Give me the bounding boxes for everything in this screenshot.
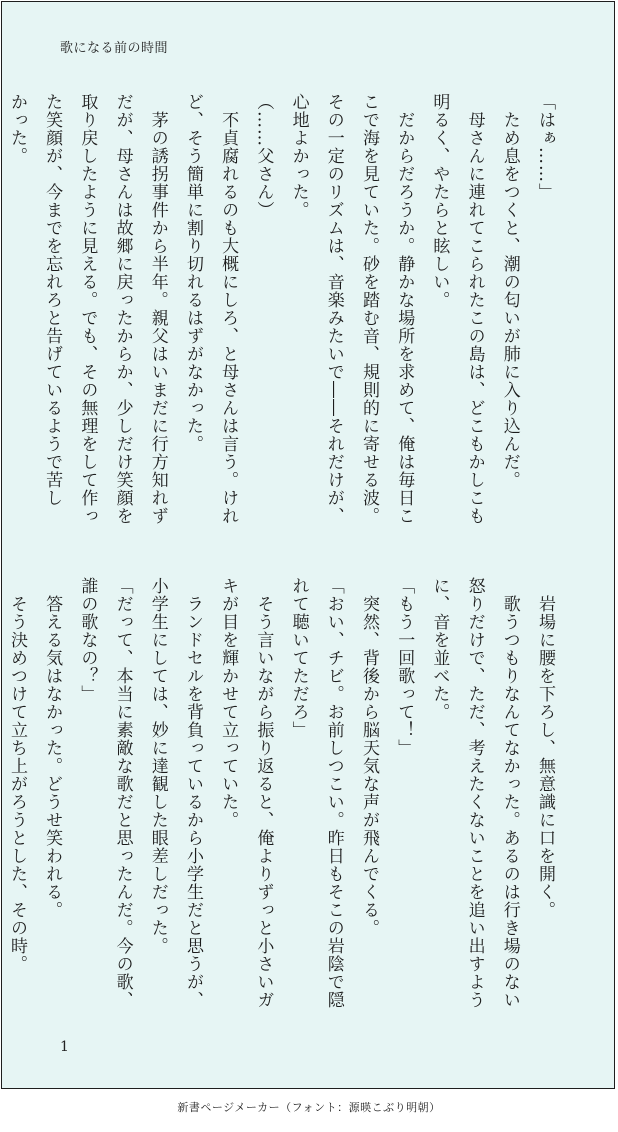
text-line: 「だって、本当に素敵な歌だと思ったんだ。今の歌、 <box>112 577 133 1009</box>
text-line: 心地よかった。 <box>288 93 309 219</box>
credit-footer: 新書ページメーカー（フォント：源暎こぶり明朝） <box>177 1101 441 1114</box>
text-line: 「もう一回歌って！」 <box>394 577 415 757</box>
text-line: 小学生にしては、妙に達観した眼差しだった。 <box>147 577 168 955</box>
running-header: 歌になる前の時間 <box>60 41 169 56</box>
text-line: ため息をつくと、潮の匂いが肺に入り込んだ。 <box>499 93 520 489</box>
text-line: 「おい、チビ。お前しつこい。昨日もそこの岩陰で隠 <box>323 577 344 1009</box>
text-line: 岩場に腰を下ろし、無意識に口を開く。 <box>535 577 555 919</box>
text-line: 怒りだけで、ただ、考えたくないことを追い出すよう <box>464 577 485 1009</box>
text-line: かった。 <box>6 93 27 165</box>
text-line: 明るく、やたらと眩しい。 <box>429 93 450 309</box>
text-line: こで海を見ていた。砂を踏む音、規則的に寄せる波。 <box>358 93 379 525</box>
text-line: だが、母さんは故郷に戻ったからか、少しだけ笑顔を <box>112 93 133 525</box>
text-line: （……父さん） <box>253 93 274 219</box>
text-line: そう決めつけて立ち上がろうとした、その時。 <box>6 577 27 973</box>
text-line: ど、そう簡単に割り切れるはずがなかった。 <box>182 93 203 453</box>
text-line: れて聴いてただろ」 <box>288 577 309 739</box>
text-line: キが目を輝かせて立っていた。 <box>218 577 239 829</box>
text-line: ランドセルを背負っているから小学生だと思うが、 <box>182 577 203 1009</box>
text-line: 突然、背後から脳天気な声が飛んでくる。 <box>358 577 379 937</box>
text-line: 答える気はなかった。どうせ笑われる。 <box>42 577 63 919</box>
text-line: そう言いながら振り返ると、俺よりずっと小さいガ <box>253 577 274 1009</box>
text-line: に、音を並べた。 <box>429 577 450 721</box>
book-page <box>1 1 615 1089</box>
text-line: 茅の誘拐事件から半年。親父はいまだに行方知れず <box>147 93 168 525</box>
text-line: 不貞腐れるのも大概にしろ、と母さんは言う。けれ <box>218 93 239 525</box>
text-line: だからだろうか。静かな場所を求めて、俺は毎日こ <box>394 93 415 525</box>
text-column-top <box>0 93 562 533</box>
text-line: 母さんに連れてこられたこの島は、どこもかしこも <box>464 93 485 525</box>
text-column-bottom <box>0 577 562 1017</box>
text-line: 「はぁ……」 <box>535 93 555 201</box>
page-number: 1 <box>60 1039 69 1055</box>
text-line: た笑顔が、今までを忘れろと告げているようで苦し <box>42 93 63 507</box>
text-line: 取り戻したように見える。でも、その無理をして作っ <box>77 93 98 525</box>
text-line: 誰の歌なの？」 <box>77 577 98 703</box>
text-line: その一定のリズムは、音楽みたいで――それだけが、 <box>323 93 344 525</box>
text-line: 歌うつもりなんてなかった。あるのは行き場のない <box>499 577 520 1009</box>
